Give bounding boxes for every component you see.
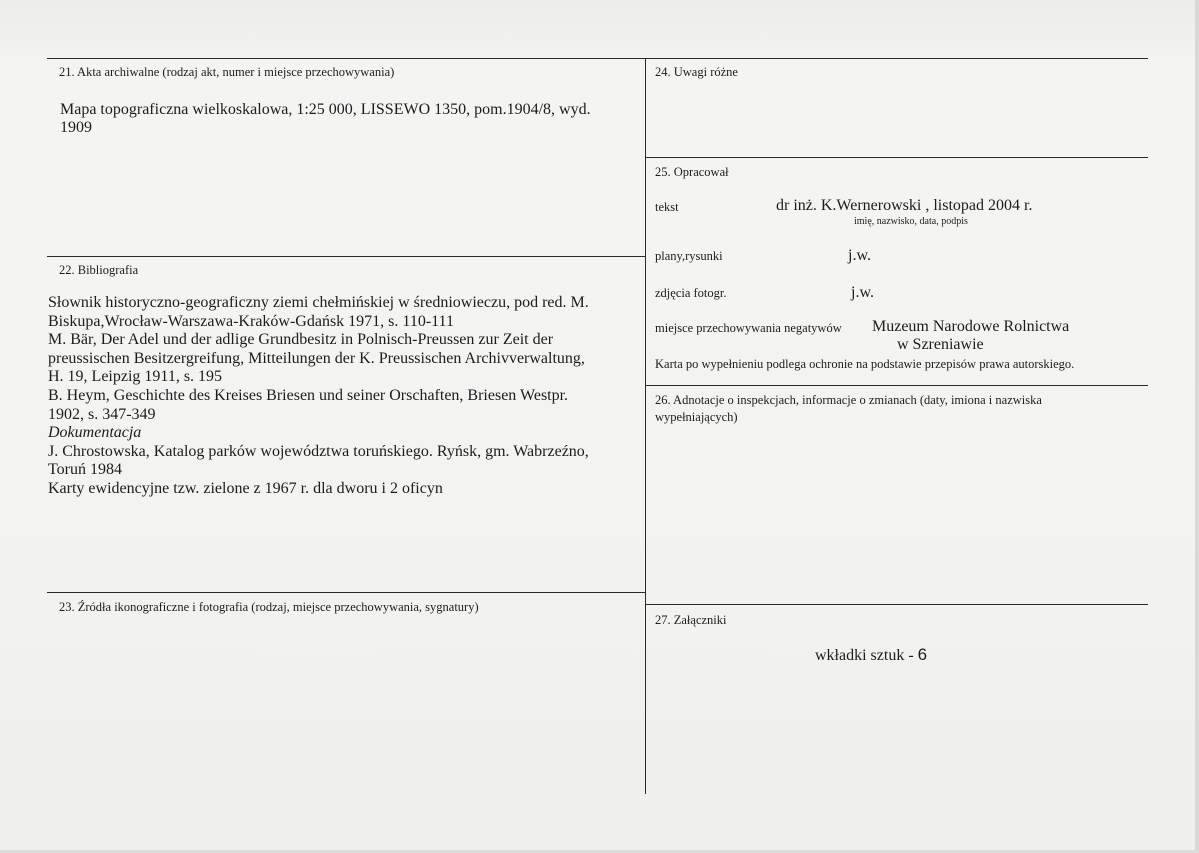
section-23-label: 23. Źródła ikonograficzne i fotografia (rodzaj, miejsce przechowywania, sygnatury): [59, 600, 479, 614]
copyright-note: Karta po wypełnieniu podlega ochronie na podstawie przepisów prawa autorskiego.: [655, 357, 1075, 371]
documentation-entry: J. Chrostowska, Katalog parków województwa toruńskiego. Ryńsk, gm. Wabrzeźno,: [48, 442, 589, 460]
bibliography-entry: B. Heym, Geschichte des Kreises Briesen und seiner Orschaften, Briesen Westpr.: [48, 386, 569, 404]
bibliography-entry: H. 19, Leipzig 1911, s. 195: [48, 368, 223, 386]
divider-26-27: [645, 604, 1148, 605]
section-24-label: 24. Uwagi różne: [655, 65, 738, 79]
documentation-entry: Toruń 1984: [48, 461, 122, 479]
divider-22-23: [47, 592, 645, 593]
tekst-hint: imię, nazwisko, data, podpis: [854, 216, 968, 227]
negatywy-value-line-1: Muzeum Narodowe Rolnictwa: [872, 318, 1070, 335]
bibliography-entry: 1902, s. 347-349: [48, 405, 156, 423]
section-26-label-line-2: wypełniających): [655, 410, 738, 424]
divider-top: [47, 58, 1148, 59]
divider-24-25: [645, 157, 1148, 158]
section-25-label: 25. Opracował: [655, 165, 729, 179]
documentation-heading: Dokumentacja: [48, 424, 142, 442]
attachments-count: 6: [917, 645, 928, 664]
negatywy-value-line-2: w Szreniawie: [897, 336, 984, 353]
page-edge-right: [1195, 0, 1199, 853]
section-27-label: 27. Załączniki: [655, 613, 727, 627]
attachments-text: wkładki sztuk -: [815, 647, 918, 664]
divider-column: [645, 58, 646, 794]
section-22-label: 22. Bibliografia: [59, 263, 139, 277]
bibliography-list: [48, 294, 589, 499]
bibliography-entry: M. Bär, Der Adel und der adlige Grundbesitz in Polnisch-Preussen zur Zeit der: [48, 331, 554, 349]
section-21-line-2: 1909: [60, 119, 92, 136]
tekst-label: tekst: [655, 200, 679, 214]
bibliography-entry: Słownik historyczno-geograficzny ziemi chełmińskiej w średniowieczu, pod red. M.: [48, 294, 589, 311]
divider-21-22: [47, 256, 645, 257]
section-26-label-line-1: 26. Adnotacje o inspekcjach, informacje o zmianach (daty, imiona i nazwiska: [655, 393, 1042, 407]
bibliography-entry: preussischen Besitzergreifung, Mitteilungen der K. Preussischen Archivverwaltung,: [48, 349, 585, 367]
zdjecia-label: zdjęcia fotogr.: [655, 286, 727, 300]
zdjecia-value: j.w.: [851, 284, 874, 301]
negatywy-label: miejsce przechowywania negatywów: [655, 321, 842, 335]
plany-label: plany,rysunki: [655, 249, 723, 263]
plany-value: j.w.: [848, 247, 871, 264]
documentation-entry: Karty ewidencyjne tzw. zielone z 1967 r. dla dworu i 2 oficyn: [48, 479, 443, 497]
divider-25-26: [645, 385, 1148, 386]
section-21-line-1: Mapa topograficzna wielkoskalowa, 1:25 000, LISSEWO 1350, pom.1904/8, wyd.: [60, 101, 591, 118]
tekst-value: dr inż. K.Wernerowski , listopad 2004 r.: [776, 197, 1033, 214]
section-21-label: 21. Akta archiwalne (rodzaj akt, numer i miejsce przechowywania): [59, 65, 395, 79]
attachments-value: [815, 646, 927, 666]
bibliography-entry: Biskupa,Wrocław-Warszawa-Kraków-Gdańsk 1971, s. 110-111: [48, 312, 454, 330]
